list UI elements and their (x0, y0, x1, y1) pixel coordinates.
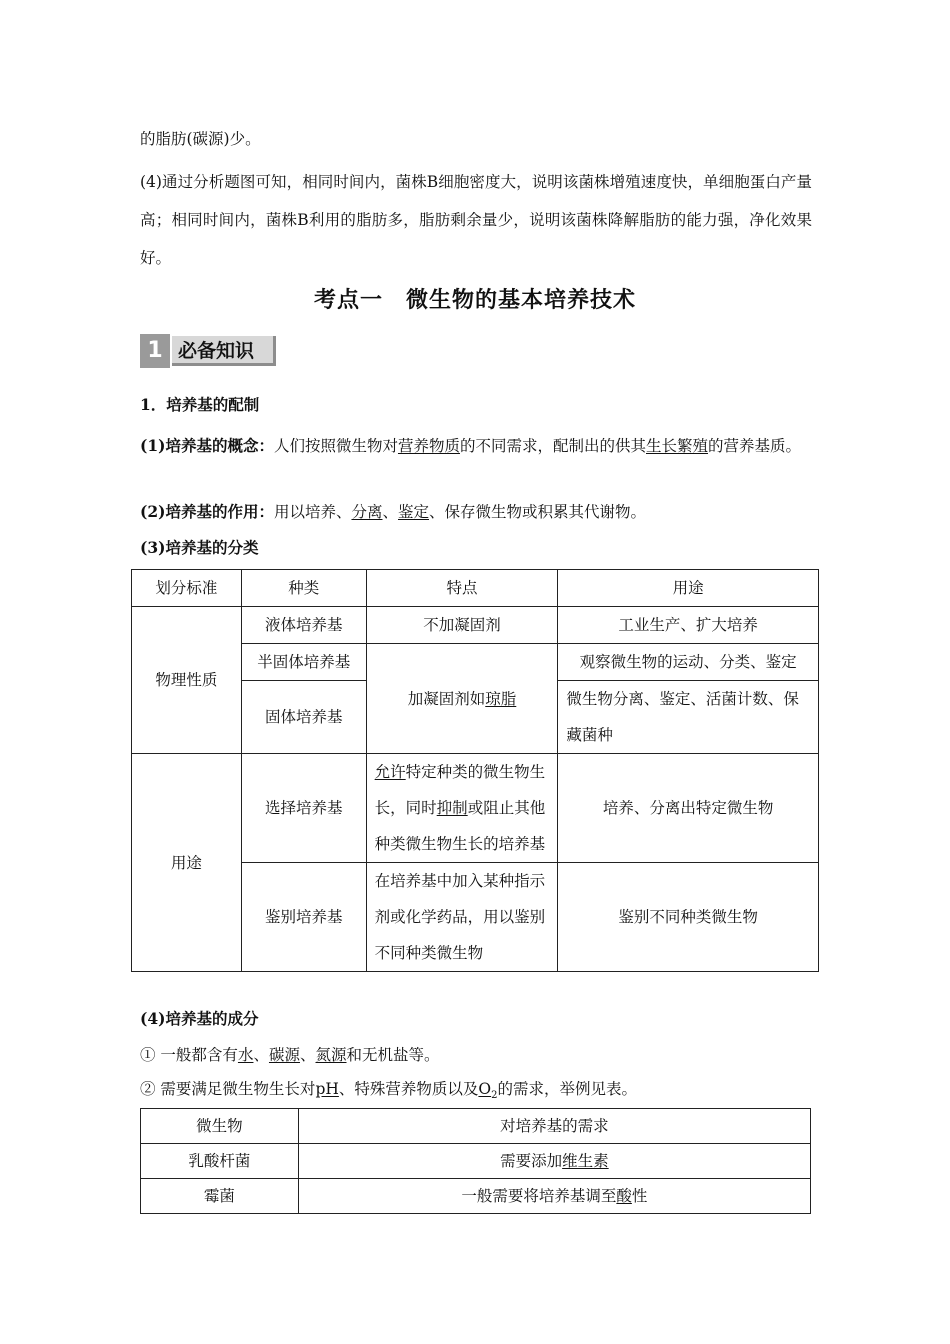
classification-table (131, 569, 819, 972)
badge-number: 1 (140, 334, 170, 368)
item-text: 和无机盐等。 (346, 1046, 440, 1064)
use-cell: 观察微生物的运动、分类、鉴定 (558, 644, 819, 681)
feature-cell (366, 644, 558, 754)
requirement-cell (298, 1144, 810, 1179)
requirement-text: 性 (631, 1187, 648, 1205)
composition-item-2 (140, 1079, 637, 1106)
feature-cell: 不加凝固剂 (366, 607, 558, 644)
answer-nutrients: 营养物质 (397, 437, 460, 455)
use-cell: 微生物分离、鉴定、活菌计数、保藏菌种 (558, 681, 819, 754)
answer-paragraph-4: (4)通过分析题图可知，相同时间内，菌株B细胞密度大，说明该菌株增殖速度快，单细胞蛋白产量高；相同时间内，菌株B利用的脂肪多，脂肪剩余量少，说明该菌株降解脂肪的能力强，净化效果好。 (140, 173, 812, 267)
table-row (132, 607, 819, 644)
item-text: 、 (299, 1046, 316, 1064)
table-header-row (141, 1109, 811, 1144)
badge-label: 必备知识 (172, 336, 276, 366)
concept-text: 的营养基质。 (708, 437, 802, 455)
section-badge (140, 334, 280, 368)
answer-vitamin: 维生素 (562, 1152, 609, 1170)
feature-text: 加凝固剂如 (407, 689, 486, 708)
section-title: 考点一 微生物的基本培养技术 (313, 288, 636, 313)
function-text: 、 (382, 503, 398, 521)
oxygen-symbol: O (478, 1080, 492, 1098)
header-cell: 划分标准 (132, 570, 242, 607)
concept-text: 的不同需求，配制出的供其 (459, 437, 646, 455)
function-text: 用以培养、 (273, 503, 352, 521)
answer-growth: 生长繁殖 (646, 437, 709, 455)
requirement-text: 一般需要将培养基调至 (461, 1187, 617, 1205)
group-use: 用途 (132, 754, 242, 972)
type-cell: 选择培养基 (241, 754, 366, 863)
item-text: 的需求，举例见表。 (497, 1080, 638, 1098)
concept-label: (1)培养基的概念： (140, 436, 274, 455)
feature-cell: 在培养基中加入某种指示剂或化学药品，用以鉴别不同种类微生物 (366, 863, 558, 972)
requirement-cell (298, 1179, 810, 1214)
header-cell: 特点 (366, 570, 558, 607)
answer-inhibit: 抑制 (436, 799, 468, 817)
function-label: (2)培养基的作用： (140, 502, 274, 521)
item-text: ① 一般都含有 (140, 1046, 238, 1064)
subsection-heading: 1．培养基的配制 (140, 395, 260, 414)
feature-text: 或阻止其他种类微生物生长的培养基 (374, 799, 546, 853)
use-cell: 培养、分离出特定微生物 (558, 754, 819, 863)
header-cell: 对培养基的需求 (298, 1109, 810, 1144)
requirements-table (140, 1108, 811, 1214)
answer-carbon: 碳源 (268, 1046, 300, 1064)
use-cell: 鉴别不同种类微生物 (558, 863, 819, 972)
microbe-cell: 霉菌 (141, 1179, 299, 1214)
feature-cell (366, 754, 558, 863)
classification-heading: (3)培养基的分类 (140, 538, 259, 557)
answer-acid: 酸 (616, 1187, 632, 1205)
answer-separation: 分离 (351, 503, 383, 521)
paragraph-concept (140, 427, 812, 465)
header-cell: 种类 (241, 570, 366, 607)
answer-oxygen (478, 1080, 498, 1102)
header-cell: 微生物 (141, 1109, 299, 1144)
type-cell: 半固体培养基 (241, 644, 366, 681)
microbe-cell: 乳酸杆菌 (141, 1144, 299, 1179)
composition-heading: (4)培养基的成分 (140, 1009, 259, 1028)
table-row (141, 1179, 811, 1214)
table-row (132, 754, 819, 863)
table-row (141, 1144, 811, 1179)
answer-agar: 琼脂 (485, 689, 517, 708)
item-text: ② 需要满足微生物生长对 (140, 1080, 316, 1098)
type-cell: 鉴别培养基 (241, 863, 366, 972)
answer-ph: pH (315, 1080, 339, 1098)
paragraph-function (140, 502, 646, 522)
requirement-text: 需要添加 (500, 1152, 563, 1170)
item-text: 、 (253, 1046, 269, 1064)
intro-line: 的脂肪(碳源)少。 (140, 130, 261, 148)
oxygen-subscript: 2 (491, 1090, 498, 1102)
use-cell: 工业生产、扩大培养 (558, 607, 819, 644)
answer-water: 水 (237, 1046, 254, 1064)
table-header-row (132, 570, 819, 607)
type-cell: 固体培养基 (241, 681, 366, 754)
answer-allow: 允许 (374, 763, 406, 781)
group-physical: 物理性质 (132, 607, 242, 754)
header-cell: 用途 (558, 570, 819, 607)
concept-text: 人们按照微生物对 (273, 437, 398, 455)
feature-text: 特定种类的微生物生长，同时 (374, 763, 546, 817)
answer-identification: 鉴定 (398, 503, 430, 521)
answer-nitrogen: 氮源 (315, 1046, 347, 1064)
function-text: 、保存微生物或积累其代谢物。 (429, 503, 647, 521)
composition-item-1 (140, 1045, 440, 1065)
item-text: 、特殊营养物质以及 (338, 1080, 479, 1098)
type-cell: 液体培养基 (241, 607, 366, 644)
